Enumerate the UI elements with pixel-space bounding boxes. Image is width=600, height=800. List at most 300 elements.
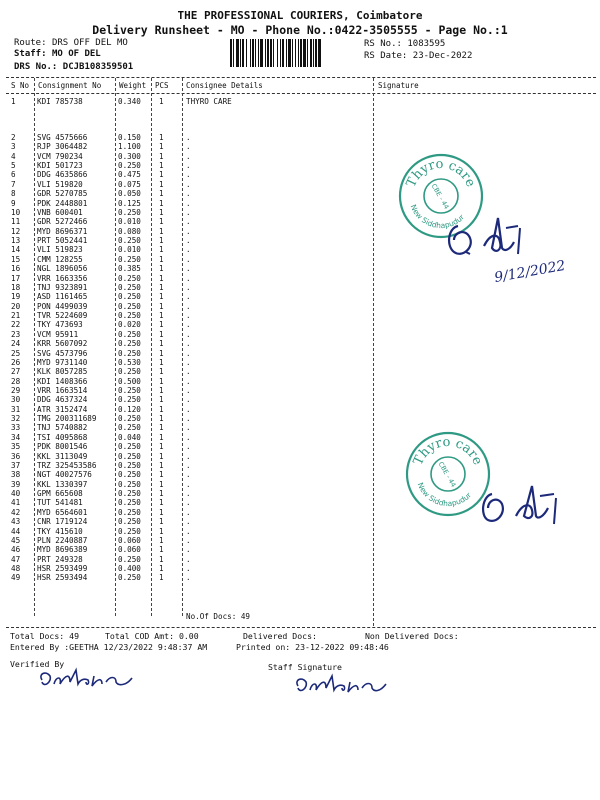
row-weight: 0.040	[118, 432, 141, 442]
table-row	[8, 461, 378, 470]
row-pcs: 1	[159, 357, 164, 367]
row-sno: 14	[11, 245, 21, 255]
barcode	[230, 39, 356, 67]
stamp-center-text: CBE - 44	[429, 182, 451, 211]
consignee-signature	[470, 458, 590, 548]
row-pcs: 1	[159, 339, 164, 349]
row-consignee: .	[186, 385, 191, 395]
row-consignment-no: VLI 519823	[37, 245, 83, 255]
row-pcs: 1	[159, 479, 164, 489]
row-consignee: .	[186, 245, 191, 255]
row-pcs: 1	[159, 395, 164, 405]
row-weight: 0.250	[118, 254, 141, 264]
row-sno: 26	[11, 357, 21, 367]
row-consignment-no: PDK 8001546	[37, 442, 88, 452]
row-consignee: .	[186, 404, 191, 414]
row-weight: 0.250	[118, 451, 141, 461]
barcode-bar	[260, 39, 263, 67]
table-row	[8, 508, 378, 517]
barcode-bar	[298, 39, 299, 67]
row-pcs: 1	[159, 376, 164, 386]
row-weight: 0.060	[118, 535, 141, 545]
row-consignee: .	[186, 189, 191, 199]
row-consignee: .	[186, 348, 191, 358]
row-sno: 7	[11, 179, 16, 189]
row-consignment-no: CMM 128255	[37, 254, 83, 264]
row-weight: 0.250	[118, 207, 141, 217]
barcode-bar	[270, 39, 272, 67]
row-pcs: 1	[159, 451, 164, 461]
row-sno: 10	[11, 207, 21, 217]
table-row	[8, 386, 378, 395]
row-sno: 28	[11, 376, 21, 386]
barcode-bar	[300, 39, 302, 67]
row-pcs: 1	[159, 236, 164, 246]
row-pcs: 1	[159, 170, 164, 180]
row-pcs: 1	[159, 161, 164, 171]
row-consignee: .	[186, 535, 191, 545]
table-row	[8, 555, 378, 564]
rs-no-value: 1083595	[407, 39, 446, 49]
row-consignment-no: GDR 5272466	[37, 217, 88, 227]
row-weight: 0.250	[118, 161, 141, 171]
row-consignment-no: DDG 4635866	[37, 170, 88, 180]
row-weight: 0.300	[118, 151, 141, 161]
row-consignment-no: TNJ 9323891	[37, 282, 88, 292]
row-weight: 0.250	[118, 301, 141, 311]
barcode-bar	[265, 39, 266, 67]
row-pcs: 1	[159, 273, 164, 283]
row-pcs: 1	[159, 348, 164, 358]
barcode-bar	[292, 39, 293, 67]
table-row	[8, 395, 378, 404]
row-weight: 0.010	[118, 217, 141, 227]
row-sno: 3	[11, 142, 16, 152]
table-row	[8, 564, 378, 573]
row-consignee: .	[186, 357, 191, 367]
row-sno: 31	[11, 404, 21, 414]
row-weight: 0.250	[118, 470, 141, 480]
row-consignee: .	[186, 282, 191, 292]
row-sno: 21	[11, 311, 21, 321]
row-weight: 0.125	[118, 198, 141, 208]
table-row	[8, 217, 378, 226]
row-consignment-no: VNB 600401	[37, 207, 83, 217]
barcode-bar	[277, 39, 278, 67]
row-weight: 0.250	[118, 273, 141, 283]
table-row	[8, 302, 378, 311]
row-weight: 0.500	[118, 376, 141, 386]
table-row	[8, 349, 378, 358]
barcode-bar	[273, 39, 274, 67]
row-weight: 0.250	[118, 311, 141, 321]
row-consignee: .	[186, 226, 191, 236]
col-header-weight: Weight	[119, 81, 147, 90]
drs-value: DCJB108359501	[62, 62, 134, 72]
row-pcs: 1	[159, 385, 164, 395]
row-consignee: .	[186, 142, 191, 152]
row-sno: 49	[11, 573, 21, 583]
staff-value: MO OF DEL	[51, 49, 101, 59]
row-pcs: 1	[159, 151, 164, 161]
row-consignment-no: MYD 6564601	[37, 507, 88, 517]
row-consignee: .	[186, 489, 191, 499]
row-pcs: 1	[159, 545, 164, 555]
col-header-consignee: Consignee Details	[186, 81, 263, 90]
row-sno: 17	[11, 273, 21, 283]
barcode-bar	[258, 39, 259, 67]
row-weight: 0.020	[118, 320, 141, 330]
table-row	[8, 170, 378, 179]
row-weight: 0.385	[118, 264, 141, 274]
row-consignment-no: TRZ 325453586	[37, 460, 97, 470]
table-bottom-rule	[6, 627, 596, 628]
table-row	[8, 414, 378, 423]
row-sno: 48	[11, 564, 21, 574]
drs-line: DRS No.: DCJB108359501	[14, 62, 134, 72]
row-sno: 32	[11, 414, 21, 424]
row-sno: 40	[11, 489, 21, 499]
row-pcs: 1	[159, 414, 164, 424]
rs-date-value: 23-Dec-2022	[412, 51, 473, 61]
barcode-bar	[315, 39, 317, 67]
table-row	[8, 152, 378, 161]
row-consignment-no: PON 4499039	[37, 301, 88, 311]
row-consignment-no: RJP 3064482	[37, 142, 88, 152]
table-row	[8, 142, 378, 151]
row-weight: 0.120	[118, 404, 141, 414]
row-consignment-no: MYD 8696389	[37, 545, 88, 555]
row-sno: 4	[11, 151, 16, 161]
table-row	[8, 367, 378, 376]
row-consignment-no: KDI 785738	[37, 97, 83, 106]
row-consignment-no: TKY 473693	[37, 320, 83, 330]
staff-signature	[292, 672, 392, 702]
row-sno: 18	[11, 282, 21, 292]
row-weight: 0.250	[118, 339, 141, 349]
row-weight: 0.250	[118, 460, 141, 470]
row-weight: 0.050	[118, 189, 141, 199]
barcode-bar	[255, 39, 256, 67]
barcode-bar	[250, 39, 251, 67]
row-pcs: 1	[159, 264, 164, 274]
row-pcs: 1	[159, 311, 164, 321]
table-header-rule	[6, 93, 596, 94]
row-consignment-no: VRR 1663514	[37, 385, 88, 395]
row-sno: 9	[11, 198, 16, 208]
barcode-bar	[233, 39, 234, 67]
row-sno: 8	[11, 189, 16, 199]
row-consignment-no: VCM 95911	[37, 329, 79, 339]
barcode-bar	[240, 39, 241, 67]
row-consignment-no: TMG 200311689	[37, 414, 97, 424]
row-consignee: .	[186, 573, 191, 583]
table-row	[8, 358, 378, 367]
row-pcs: 1	[159, 507, 164, 517]
table-row	[8, 320, 378, 329]
row-weight: 0.010	[118, 245, 141, 255]
barcode-bar	[282, 39, 284, 67]
row-sno: 24	[11, 339, 21, 349]
row-consignee: .	[186, 339, 191, 349]
table-row	[8, 236, 378, 245]
row-consignee: .	[186, 170, 191, 180]
barcode-bar	[246, 39, 247, 67]
table-row	[8, 283, 378, 292]
row-weight: 0.250	[118, 526, 141, 536]
row-pcs: 1	[159, 329, 164, 339]
row-sno: 2	[11, 133, 16, 142]
stamp-top-text: Thyro care	[403, 156, 479, 190]
row-pcs: 1	[159, 554, 164, 564]
row-pcs: 1	[159, 442, 164, 452]
row-pcs: 1	[159, 245, 164, 255]
table-row	[8, 498, 378, 507]
row-consignment-no: TNJ 5740882	[37, 423, 88, 433]
delivered-docs: Delivered Docs:	[243, 631, 317, 641]
row-consignment-no: KRR 5607092	[37, 339, 88, 349]
row-pcs: 1	[159, 367, 164, 377]
barcode-bar	[318, 39, 321, 67]
row-pcs: 1	[159, 460, 164, 470]
row-consignment-no: KDI 1408366	[37, 376, 88, 386]
row-sno: 36	[11, 451, 21, 461]
table-row	[8, 536, 378, 545]
row-sno: 44	[11, 526, 21, 536]
non-delivered-docs: Non Delivered Docs:	[365, 631, 459, 641]
table-row	[8, 423, 378, 432]
row-consignee: .	[186, 311, 191, 321]
row-pcs: 1	[159, 292, 164, 302]
row-sno: 45	[11, 535, 21, 545]
table-row	[8, 97, 378, 106]
row-consignment-no: VCM 790234	[37, 151, 83, 161]
stamp-top-text: Thyro care	[410, 434, 486, 468]
barcode-bar	[286, 39, 287, 67]
table-row	[8, 161, 378, 170]
table-row	[8, 377, 378, 386]
row-sno: 33	[11, 423, 21, 433]
row-consignee: .	[186, 367, 191, 377]
table-row	[8, 480, 378, 489]
verifier-signature	[36, 664, 146, 696]
row-weight: 0.250	[118, 554, 141, 564]
row-consignee: .	[186, 517, 191, 527]
row-consignment-no: HSR 2593499	[37, 564, 88, 574]
table-row	[8, 433, 378, 442]
row-consignee: .	[186, 395, 191, 405]
row-pcs: 1	[159, 564, 164, 574]
row-pcs: 1	[159, 97, 164, 106]
barcode-bar	[236, 39, 239, 67]
row-consignee: .	[186, 273, 191, 283]
row-consignment-no: PRT 249328	[37, 554, 83, 564]
table-row	[8, 245, 378, 254]
row-consignment-no: HSR 2593494	[37, 573, 88, 583]
row-consignment-no: MYD 9731140	[37, 357, 88, 367]
route-value: DRS OFF DEL MO	[51, 38, 128, 48]
row-weight: 0.250	[118, 414, 141, 424]
entered-by: Entered By :GEETHA 12/23/2022 9:48:37 AM	[10, 642, 208, 652]
row-sno: 25	[11, 348, 21, 358]
table-row	[8, 330, 378, 339]
row-consignment-no: TUT 541481	[37, 498, 83, 508]
barcode-bar	[267, 39, 269, 67]
barcode-bar	[307, 39, 308, 67]
row-consignee: .	[186, 217, 191, 227]
row-weight: 0.250	[118, 395, 141, 405]
row-consignment-no: PLN 2240887	[37, 535, 88, 545]
total-cod: Total COD Amt: 0.00	[105, 631, 199, 641]
row-consignee: .	[186, 207, 191, 217]
row-pcs: 1	[159, 133, 164, 142]
row-weight: 0.250	[118, 442, 141, 452]
table-row	[8, 227, 378, 236]
barcode-bar	[295, 39, 296, 67]
row-consignment-no: TKY 415610	[37, 526, 83, 536]
row-weight: 0.075	[118, 179, 141, 189]
col-header-sno: S No	[11, 81, 30, 90]
row-consignment-no: SVG 4575666	[37, 133, 88, 142]
row-weight: 0.250	[118, 292, 141, 302]
row-consignment-no: KLK 8057285	[37, 367, 88, 377]
row-consignment-no: KDI 501723	[37, 161, 83, 171]
row-weight: 0.250	[118, 489, 141, 499]
table-row	[8, 255, 378, 264]
row-sno: 43	[11, 517, 21, 527]
row-consignee: .	[186, 554, 191, 564]
row-consignment-no: NGT 40027576	[37, 470, 92, 480]
row-consignment-no: TVR 5224609	[37, 311, 88, 321]
row-pcs: 1	[159, 217, 164, 227]
row-weight: 0.250	[118, 479, 141, 489]
row-consignment-no: KKL 1330397	[37, 479, 88, 489]
row-consignee: .	[186, 479, 191, 489]
row-consignee: .	[186, 470, 191, 480]
table-row	[8, 517, 378, 526]
row-pcs: 1	[159, 198, 164, 208]
col-header-signature: Signature	[378, 81, 419, 90]
row-pcs: 1	[159, 189, 164, 199]
row-weight: 0.400	[118, 564, 141, 574]
row-weight: 0.250	[118, 517, 141, 527]
handwritten-date: 9/12/2022	[493, 257, 567, 287]
stamp-bottom-text: New Siddhapudur	[408, 203, 467, 231]
consignee-signature	[440, 198, 590, 308]
row-pcs: 1	[159, 179, 164, 189]
row-sno: 34	[11, 432, 21, 442]
row-weight: 0.150	[118, 133, 141, 142]
row-sno: 27	[11, 367, 21, 377]
row-consignment-no: PRT 5052441	[37, 236, 88, 246]
row-sno: 47	[11, 554, 21, 564]
col-header-pcs: PCS	[155, 81, 169, 90]
barcode-bar	[230, 39, 232, 67]
row-sno: 13	[11, 236, 21, 246]
verified-by-label: Verified By	[10, 659, 65, 669]
row-consignment-no: KKL 3113049	[37, 451, 88, 461]
row-consignee: .	[186, 133, 191, 142]
row-consignee: .	[186, 498, 191, 508]
table-row	[8, 405, 378, 414]
row-pcs: 1	[159, 470, 164, 480]
row-consignee: .	[186, 442, 191, 452]
table-row	[8, 292, 378, 301]
printed-on: Printed on: 23-12-2022 09:48:46	[236, 642, 389, 652]
rs-no-line: RS No.: 1083595	[364, 39, 446, 49]
row-consignee: .	[186, 161, 191, 171]
row-weight: 1.100	[118, 142, 141, 152]
row-weight: 0.250	[118, 423, 141, 433]
row-consignee: .	[186, 376, 191, 386]
row-consignment-no: SVG 4573796	[37, 348, 88, 358]
row-consignment-no: GPM 665608	[37, 489, 83, 499]
table-row	[8, 180, 378, 189]
row-consignment-no: ATR 3152474	[37, 404, 88, 414]
row-consignee: .	[186, 329, 191, 339]
row-pcs: 1	[159, 226, 164, 236]
row-consignment-no: VRR 1663356	[37, 273, 88, 283]
staff-line: Staff: MO OF DEL	[14, 49, 101, 59]
row-sno: 20	[11, 301, 21, 311]
row-sno: 39	[11, 479, 21, 489]
barcode-bar	[252, 39, 254, 67]
row-consignee: .	[186, 179, 191, 189]
row-weight: 0.250	[118, 367, 141, 377]
row-consignment-no: CNR 1719124	[37, 517, 88, 527]
table-row	[8, 527, 378, 536]
row-pcs: 1	[159, 517, 164, 527]
table-row	[8, 208, 378, 217]
row-consignee: .	[186, 198, 191, 208]
barcode-bar	[288, 39, 291, 67]
row-pcs: 1	[159, 432, 164, 442]
no-of-docs: No.Of Docs: 49	[186, 612, 251, 621]
row-weight: 0.250	[118, 282, 141, 292]
row-consignee: .	[186, 526, 191, 536]
row-weight: 0.340	[118, 97, 141, 106]
runsheet-subtitle: Delivery Runsheet - MO - Phone No.:0422-3505555 - Page No.:1	[92, 23, 508, 37]
row-sno: 22	[11, 320, 21, 330]
table-row	[8, 489, 378, 498]
row-consignee: .	[186, 564, 191, 574]
row-pcs: 1	[159, 423, 164, 433]
row-consignment-no: ASD 1161465	[37, 292, 88, 302]
row-consignee: .	[186, 236, 191, 246]
row-sno: 19	[11, 292, 21, 302]
row-consignee: .	[186, 423, 191, 433]
table-row	[8, 199, 378, 208]
row-sno: 15	[11, 254, 21, 264]
barcode-bar	[303, 39, 306, 67]
row-consignee: .	[186, 507, 191, 517]
row-consignment-no: TSI 4095868	[37, 432, 88, 442]
row-consignee: .	[186, 292, 191, 302]
table-row	[8, 133, 378, 142]
row-consignment-no: NGL 1896056	[37, 264, 88, 274]
row-pcs: 1	[159, 282, 164, 292]
row-pcs: 1	[159, 526, 164, 536]
row-consignment-no: GDR 5270785	[37, 189, 88, 199]
row-consignee: .	[186, 151, 191, 161]
row-weight: 0.475	[118, 170, 141, 180]
table-row	[8, 573, 378, 582]
col-header-consignment: Consignment No	[38, 81, 102, 90]
row-pcs: 1	[159, 535, 164, 545]
row-consignment-no: VLI 519820	[37, 179, 83, 189]
table-row	[8, 311, 378, 320]
row-sno: 23	[11, 329, 21, 339]
